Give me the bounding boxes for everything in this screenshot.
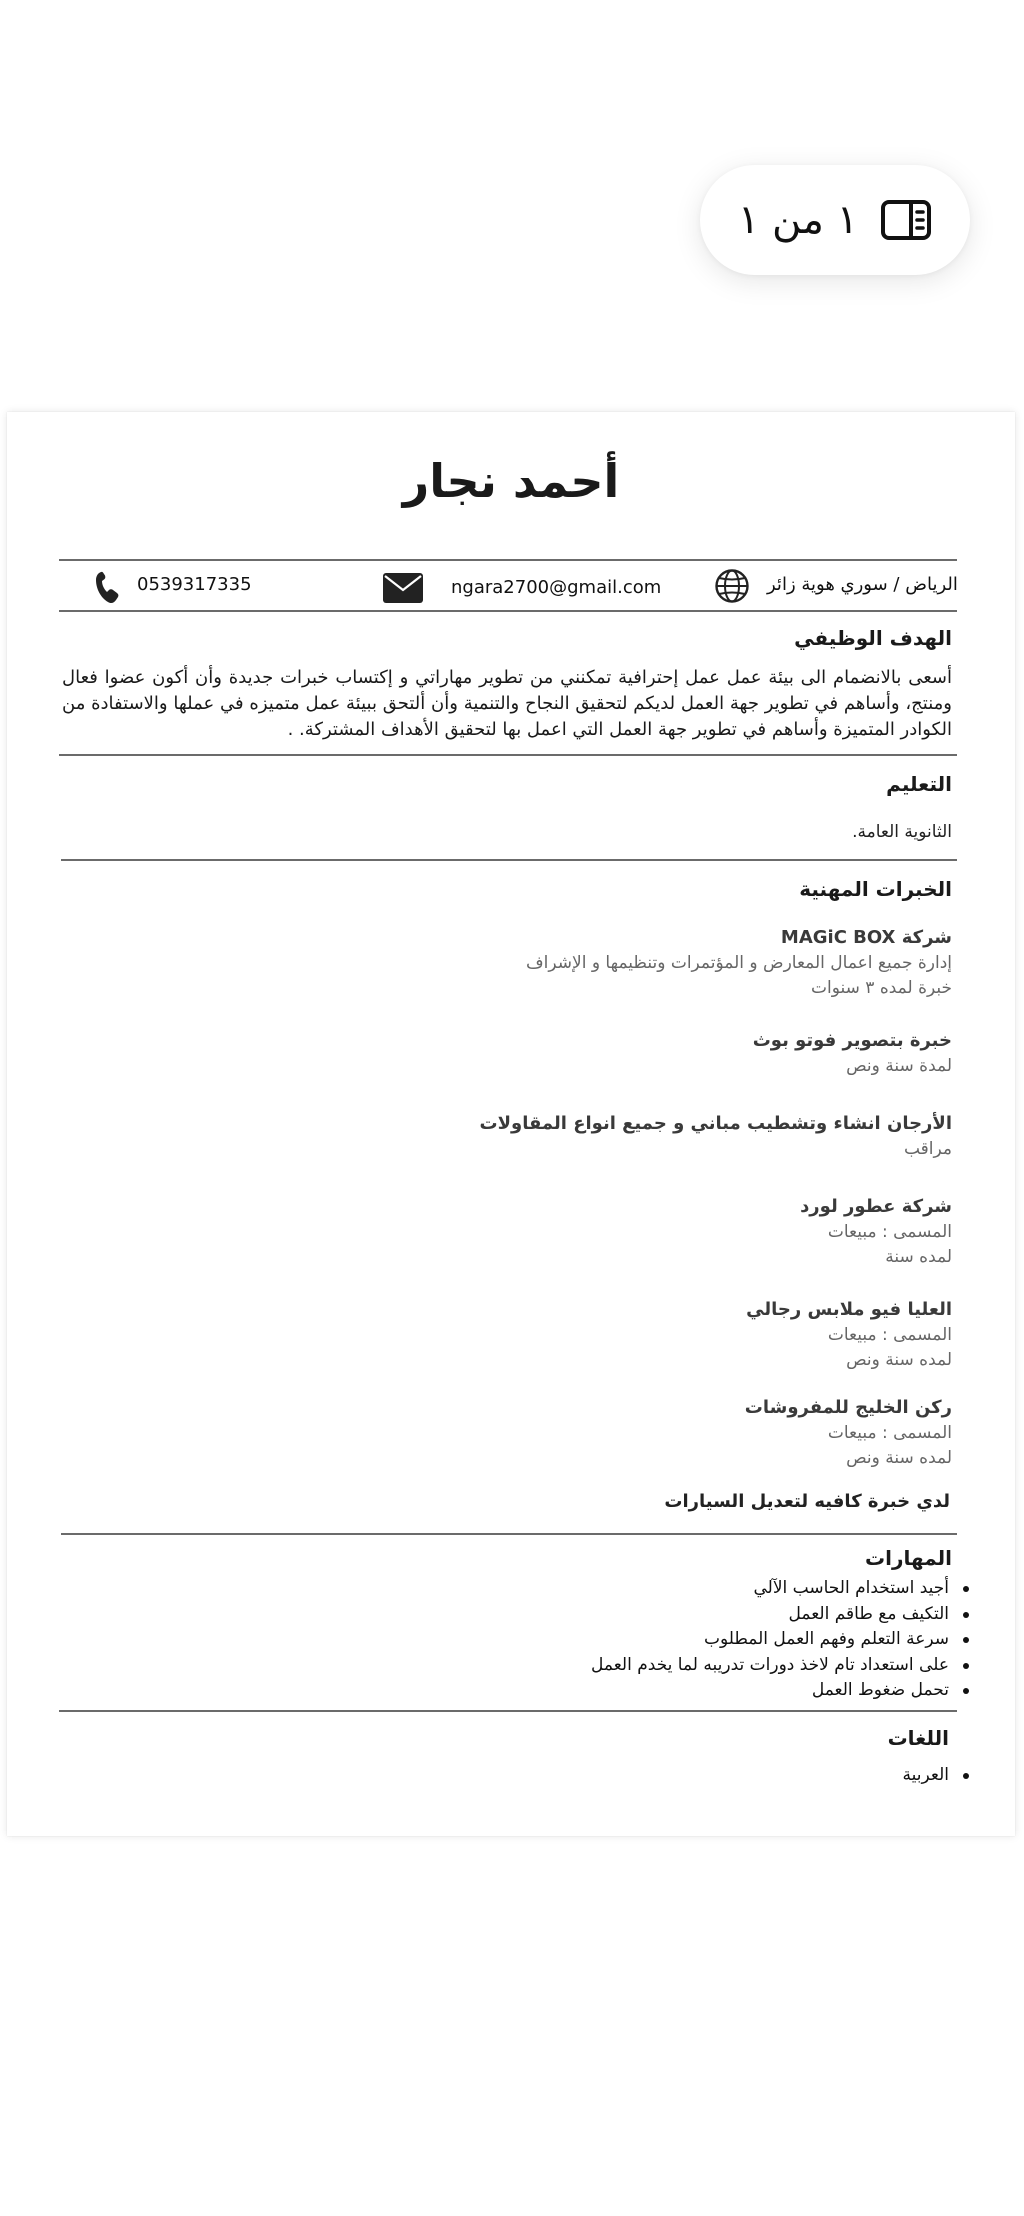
languages-list <box>903 1763 971 1789</box>
divider <box>59 754 957 756</box>
experience-title: الخبرات المهنية <box>799 877 952 901</box>
skill-item: أجيد استخدام الحاسب الآلي <box>591 1576 971 1602</box>
experience-item-line: المسمى : مبيعات <box>827 1423 952 1443</box>
divider <box>61 1533 957 1535</box>
experience-item-line: المسمى : مبيعات <box>827 1222 952 1242</box>
experience-item-line: لمدة سنة ونص <box>846 1056 952 1076</box>
location: الرياض / سوري هوية زائر <box>767 574 958 595</box>
email-address: ngara2700@gmail.com <box>451 577 662 598</box>
experience-item-title: الأرجان انشاء وتشطيب مباني و جميع انواع المقاولات <box>479 1113 952 1134</box>
skill-item: على استعداد تام لاخذ دورات تدريبه لما يخدم العمل <box>591 1653 971 1679</box>
envelope-icon <box>383 573 423 607</box>
divider <box>61 859 957 861</box>
language-item: العربية <box>903 1763 971 1789</box>
experience-item-title: شركة MAGiC BOX <box>780 927 952 948</box>
globe-icon <box>714 568 750 608</box>
experience-item-line: لمده سنة <box>885 1247 952 1267</box>
resume-page <box>7 412 1015 1836</box>
experience-extra: لدي خبرة كافيه لتعديل السيارات <box>664 1491 950 1512</box>
divider <box>59 610 957 612</box>
skill-item: تحمل ضغوط العمل <box>591 1678 971 1704</box>
resume-name: أحمد نجار <box>402 454 620 508</box>
education-title: التعليم <box>886 772 952 796</box>
page-count: ١ من ١ <box>737 197 859 243</box>
experience-item-line: لمده سنة ونص <box>846 1448 952 1468</box>
languages-title: اللغات <box>887 1726 949 1750</box>
page-indicator[interactable] <box>700 165 970 275</box>
experience-item-title: خبرة بتصوير فوتو بوث <box>752 1030 952 1051</box>
education-text: الثانوية العامة. <box>852 822 952 842</box>
phone-number: 0539317335 <box>137 574 252 595</box>
experience-item-title: شركة عطور لورد <box>800 1196 952 1217</box>
experience-item-line: مراقب <box>903 1139 952 1159</box>
objective-title: الهدف الوظيفي <box>794 626 952 650</box>
experience-item-line: خبرة لمده ٣ سنوات <box>810 978 952 998</box>
reader-layout-icon <box>880 199 932 241</box>
skill-item: سرعة التعلم وفهم العمل المطلوب <box>591 1627 971 1653</box>
experience-item-title: ركن الخليج للمفروشات <box>744 1397 952 1418</box>
divider <box>59 1710 957 1712</box>
experience-item-line: لمده سنة ونص <box>846 1350 952 1370</box>
phone-icon <box>95 570 121 608</box>
divider <box>59 559 957 561</box>
skills-list <box>591 1576 971 1704</box>
experience-item-title: العليا فيو ملابس رجالي <box>746 1299 952 1320</box>
skills-title: المهارات <box>865 1546 952 1570</box>
experience-item-line: المسمى : مبيعات <box>827 1325 952 1345</box>
experience-item-line: إدارة جميع اعمال المعارض و المؤتمرات وتنظيمها و الإشراف <box>526 953 952 973</box>
skill-item: التكيف مع طاقم العمل <box>591 1602 971 1628</box>
objective-text: أسعى بالانضمام الى بيئة عمل عمل إحترافية تمكنني من تطوير مهاراتي و إكتساب خبرات جديدة وأن أكون عضوا فعال ومنتج، وأساهم في تطوير جهة العمل لديكم لتحقيق النجاح والتنمية وأن ألتحق ببيئة عمل متميزه في عملها والاستفادة من الكوادر المتميزة وأساهم في تطوير جهة العمل التي اعمل بها لتحقيق الأهداف المشتركة. . <box>62 667 952 740</box>
